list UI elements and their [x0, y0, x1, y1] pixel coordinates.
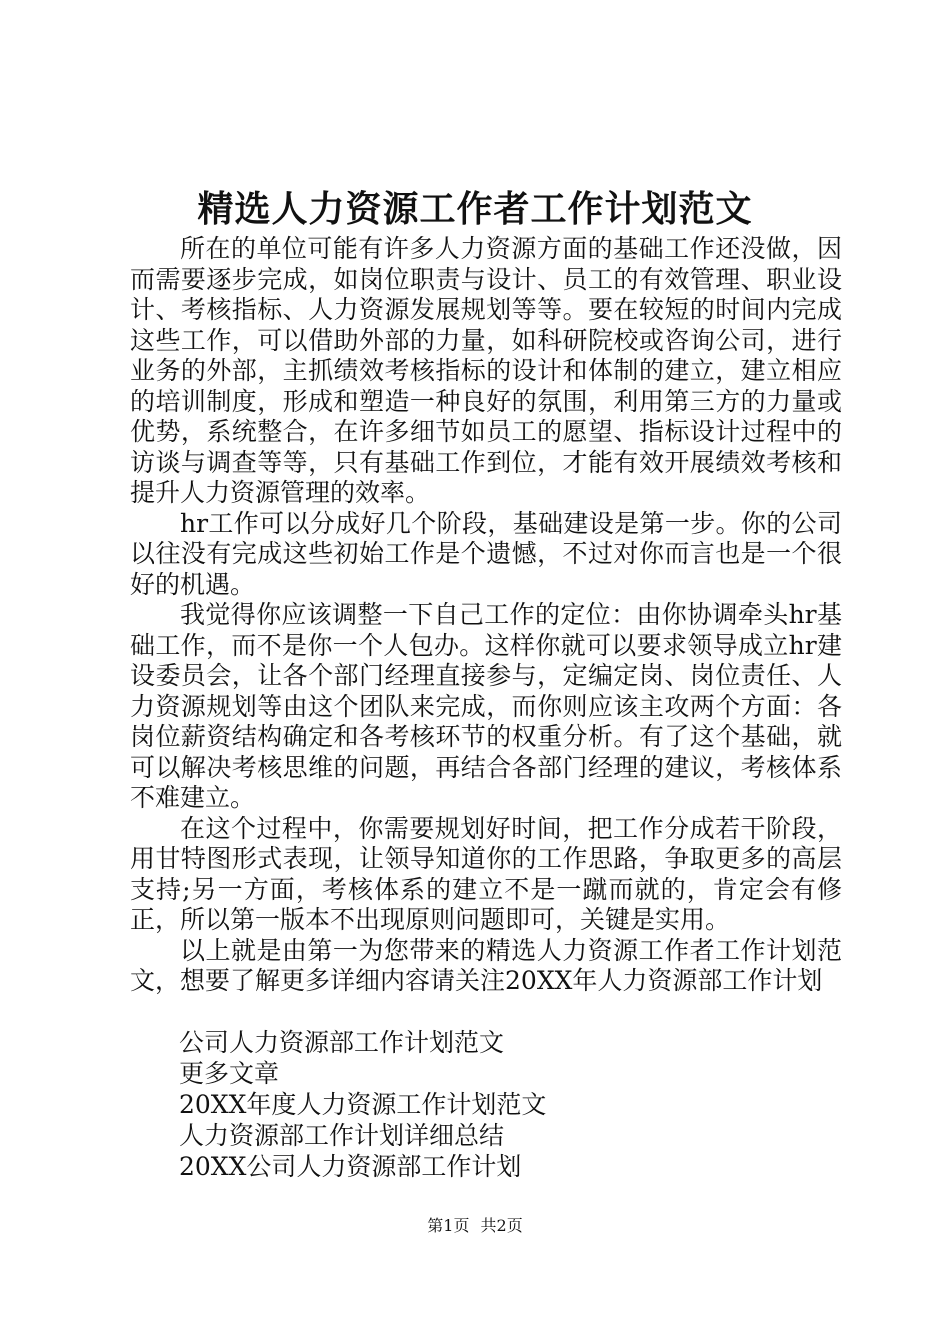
paragraph: 以上就是由第一为您带来的精选人力资源工作者工作计划范文，想要了解更多详细内容请关注20XX年人力资源部工作计划	[130, 935, 842, 995]
related-links-list	[179, 1027, 859, 1182]
paragraph: 我觉得你应该调整一下自己工作的定位：由你协调牵头hr基础工作，而不是你一个人包办。这样你就可以要求领导成立hr建设委员会，让各个部门经理直接参与，定编定岗、岗位责任、人力资源规划等由这个团队来完成，而你则应该主攻两个方面：各岗位薪资结构确定和各考核环节的权重分析。有了这个基础，就可以解决考核思维的问题，再结合各部门经理的建议，考核体系不难建立。	[130, 600, 842, 812]
page-footer	[0, 1216, 950, 1236]
document-title: 精选人力资源工作者工作计划范文	[197, 188, 753, 230]
paragraph: 在这个过程中，你需要规划好时间，把工作分成若干阶段，用甘特图形式表现，让领导知道你的工作思路，争取更多的高层支持;另一方面，考核体系的建立不是一蹴而就的，肯定会有修正，所以第一版本不出现原则问题即可，关键是实用。	[130, 813, 842, 934]
related-link[interactable]: 人力资源部工作计划详细总结	[179, 1121, 505, 1150]
paragraph: 所在的单位可能有许多人力资源方面的基础工作还没做，因而需要逐步完成，如岗位职责与设计、员工的有效管理、职业设计、考核指标、人力资源发展规划等等。要在较短的时间内完成这些工作，可以借助外部的力量，如科研院校或咨询公司，进行业务的外部，主抓绩效考核指标的设计和体制的建立，建立相应的培训制度，形成和塑造一种良好的氛围，利用第三方的力量或优势，系统整合，在许多细节如员工的愿望、指标设计过程中的访谈与调查等等，只有基础工作到位，才能有效开展绩效考核和提升人力资源管理的效率。	[130, 234, 842, 507]
related-link[interactable]: 更多文章	[179, 1059, 280, 1088]
paragraph: hr工作可以分成好几个阶段，基础建设是第一步。你的公司以往没有完成这些初始工作是个遗憾，不过对你而言也是一个很好的机遇。	[130, 508, 842, 599]
page-number: 第1页	[427, 1216, 470, 1235]
related-link[interactable]: 20XX年度人力资源工作计划范文	[179, 1090, 547, 1119]
document-body	[130, 234, 842, 997]
related-link[interactable]: 20XX公司人力资源部工作计划	[179, 1152, 522, 1181]
related-link[interactable]: 公司人力资源部工作计划范文	[179, 1028, 505, 1057]
page-total: 共2页	[480, 1216, 523, 1235]
